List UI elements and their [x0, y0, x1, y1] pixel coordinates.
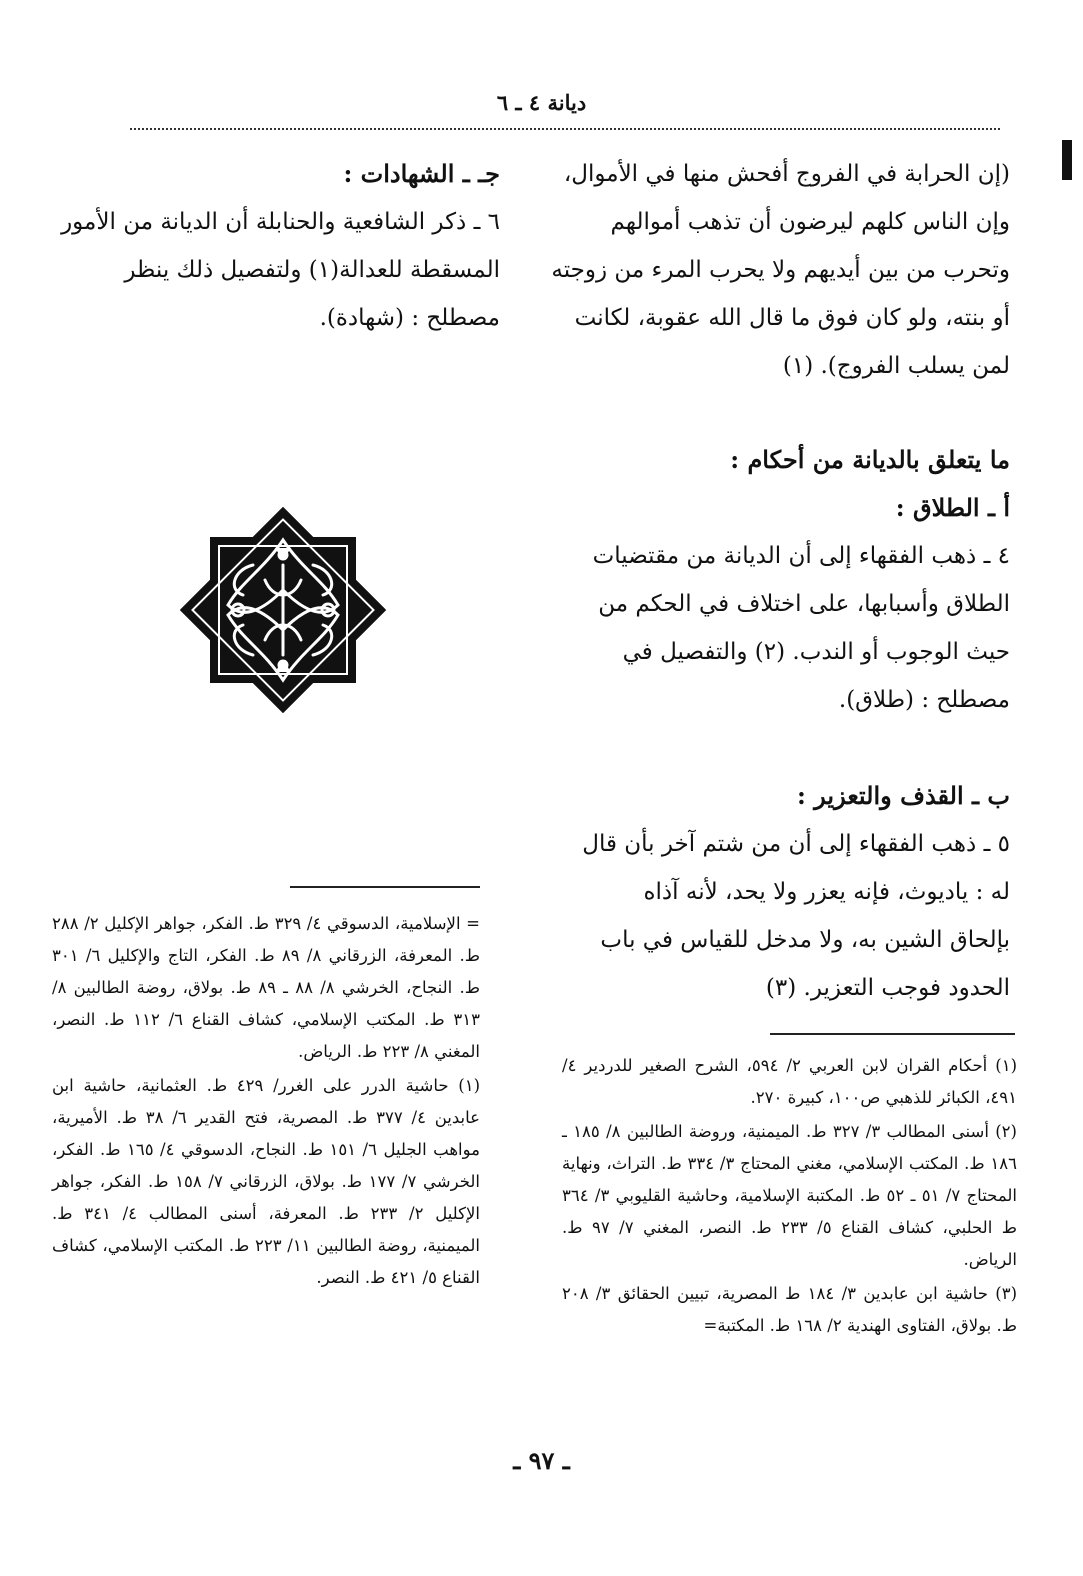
section-heading-talaq: أ ـ الطلاق :: [895, 493, 1010, 522]
text-line: ٥ ـ ذهب الفقهاء إلى أن من شتم آخر بأن قال: [582, 831, 1010, 857]
text-line: لمن يسلب الفروج). (١): [782, 353, 1010, 379]
footnote-rule-right: [770, 1033, 1015, 1035]
intro-paragraph: [550, 150, 1010, 390]
qadhf-section: [550, 772, 1010, 1012]
text-line: (إن الحرابة في الفروج أفحش منها في الأموال،: [563, 161, 1010, 187]
running-header: ديانة ٤ ـ ٦: [496, 90, 587, 115]
header-dotted-rule: [130, 128, 1000, 130]
footnote-rule-left: [290, 886, 480, 888]
footnotes-right: [562, 1050, 1017, 1344]
text-line: ٦ ـ ذكر الشافعية والحنابلة أن الديانة من الأمور: [61, 209, 500, 235]
margin-thumb-mark: [1062, 140, 1072, 180]
footnote: (٢) أسنى المطالب ٣/ ٣٢٧ ط. الميمنية، وروضة الطالبين ٨/ ١٨٥ ـ ١٨٦ ط. المكتب الإسلامي، مغني المحتاج ٣/ ٣٣٤ ط. التراث، ونهاية المحتاج ٧/ ٥١ ـ ٥٢ ط. المكتبة الإسلامية، وحاشية القليوبي ٣/ ٣٦٤ ط الحلبي، كشاف القناع ٥/ ٢٣٣ ط. النصر، المغني ٧/ ٩٧ ط. الرياض.: [562, 1122, 1018, 1269]
footnote: (٣) حاشية ابن عابدين ٣/ ١٨٤ ط المصرية، تبيين الحقائق ٣/ ٢٠٨ ط. بولاق، الفتاوى الهندية ٢/ ١٦٨ ط. المكتبة=: [562, 1284, 1017, 1335]
octagram-ornament-icon: [180, 507, 386, 713]
text-line: ٤ ـ ذهب الفقهاء إلى أن الديانة من مقتضيات: [592, 543, 1010, 569]
section-heading-qadhf: ب ـ القذف والتعزير :: [796, 781, 1010, 810]
shahadat-section: [48, 150, 500, 342]
footnote: = الإسلامية، الدسوقي ٤/ ٣٢٩ ط. الفكر، جواهر الإكليل ٢/ ٢٨٨ ط. المعرفة، الزرقاني ٨/ ٨٩ ط. الفكر، التاج والإكليل ٦/ ٣٠١ ط. النجاح، الخرشي ٨/ ٨٨ ـ ٨٩ ط. بولاق، روضة الطالبين ٨/ ٣١٣ ط. المكتب الإسلامي، كشاف القناع ٦/ ١١٢ ط. النصر، المغني ٨/ ٢٢٣ ط. الرياض.: [52, 914, 480, 1061]
text-line: له : ياديوث، فإنه يعزر ولا يحد، لأنه آذاه: [643, 879, 1010, 905]
text-line: الحدود فوجب التعزير. (٣): [765, 975, 1010, 1001]
rulings-heading: ما يتعلق بالديانة من أحكام :: [730, 445, 1010, 474]
text-line: مصطلح : (شهادة).: [319, 305, 500, 331]
text-line: الطلاق وأسبابها، على اختلاف في الحكم من: [598, 591, 1010, 617]
page-number: ـ ٩٧ ـ: [513, 1446, 570, 1475]
text-line: المسقطة للعدالة(١) ولتفصيل ذلك ينظر: [124, 257, 500, 283]
text-line: بإلحاق الشين به، ولا مدخل للقياس في باب: [600, 927, 1010, 953]
footnote: (١) حاشية الدرر على الغرر/ ٤٢٩ ط. العثمانية، حاشية ابن عابدين ٤/ ٣٧٧ ط. المصرية، فتح القدير ٦/ ٣٨ ط. الأميرية، مواهب الجليل ٦/ ١٥١ ط. النجاح، الدسوقي ٤/ ١٦٥ ط. الفكر، الخرشي ٧/ ١٧٧ ط. بولاق، الزرقاني ٧/ ١٥٨ ط. الفكر، جواهر الإكليل ٢/ ٢٣٣ ط. المعرفة، أسنى المطالب ٤/ ٣٤١ ط. الميمنية، روضة الطالبين ١١/ ٢٢٣ ط. المكتب الإسلامي، كشاف القناع ٥/ ٤٢١ ط. النصر.: [52, 1076, 481, 1287]
text-line: وتحرب من بين أيديهم ولا يحرب المرء من زوجته: [551, 257, 1010, 283]
footnote: (١) أحكام القران لابن العربي ٢/ ٥٩٤، الشرح الصغير للدردير ٤/ ٤٩١، الكبائر للذهبي ص١٠٠، كبيرة ٢٧٠.: [562, 1056, 1017, 1107]
footnotes-left: [52, 908, 480, 1296]
text-line: مصطلح : (طلاق).: [838, 687, 1010, 713]
text-line: وإن الناس كلهم ليرضون أن تذهب أموالهم: [610, 209, 1010, 235]
section-heading-shahadat: جـ ـ الشهادات :: [343, 159, 500, 188]
talaq-section: [550, 484, 1010, 724]
text-line: حيث الوجوب أو الندب. (٢) والتفصيل في: [622, 639, 1010, 665]
text-line: أو بنته، ولو كان فوق ما قال الله عقوبة، لكانت: [574, 305, 1010, 331]
